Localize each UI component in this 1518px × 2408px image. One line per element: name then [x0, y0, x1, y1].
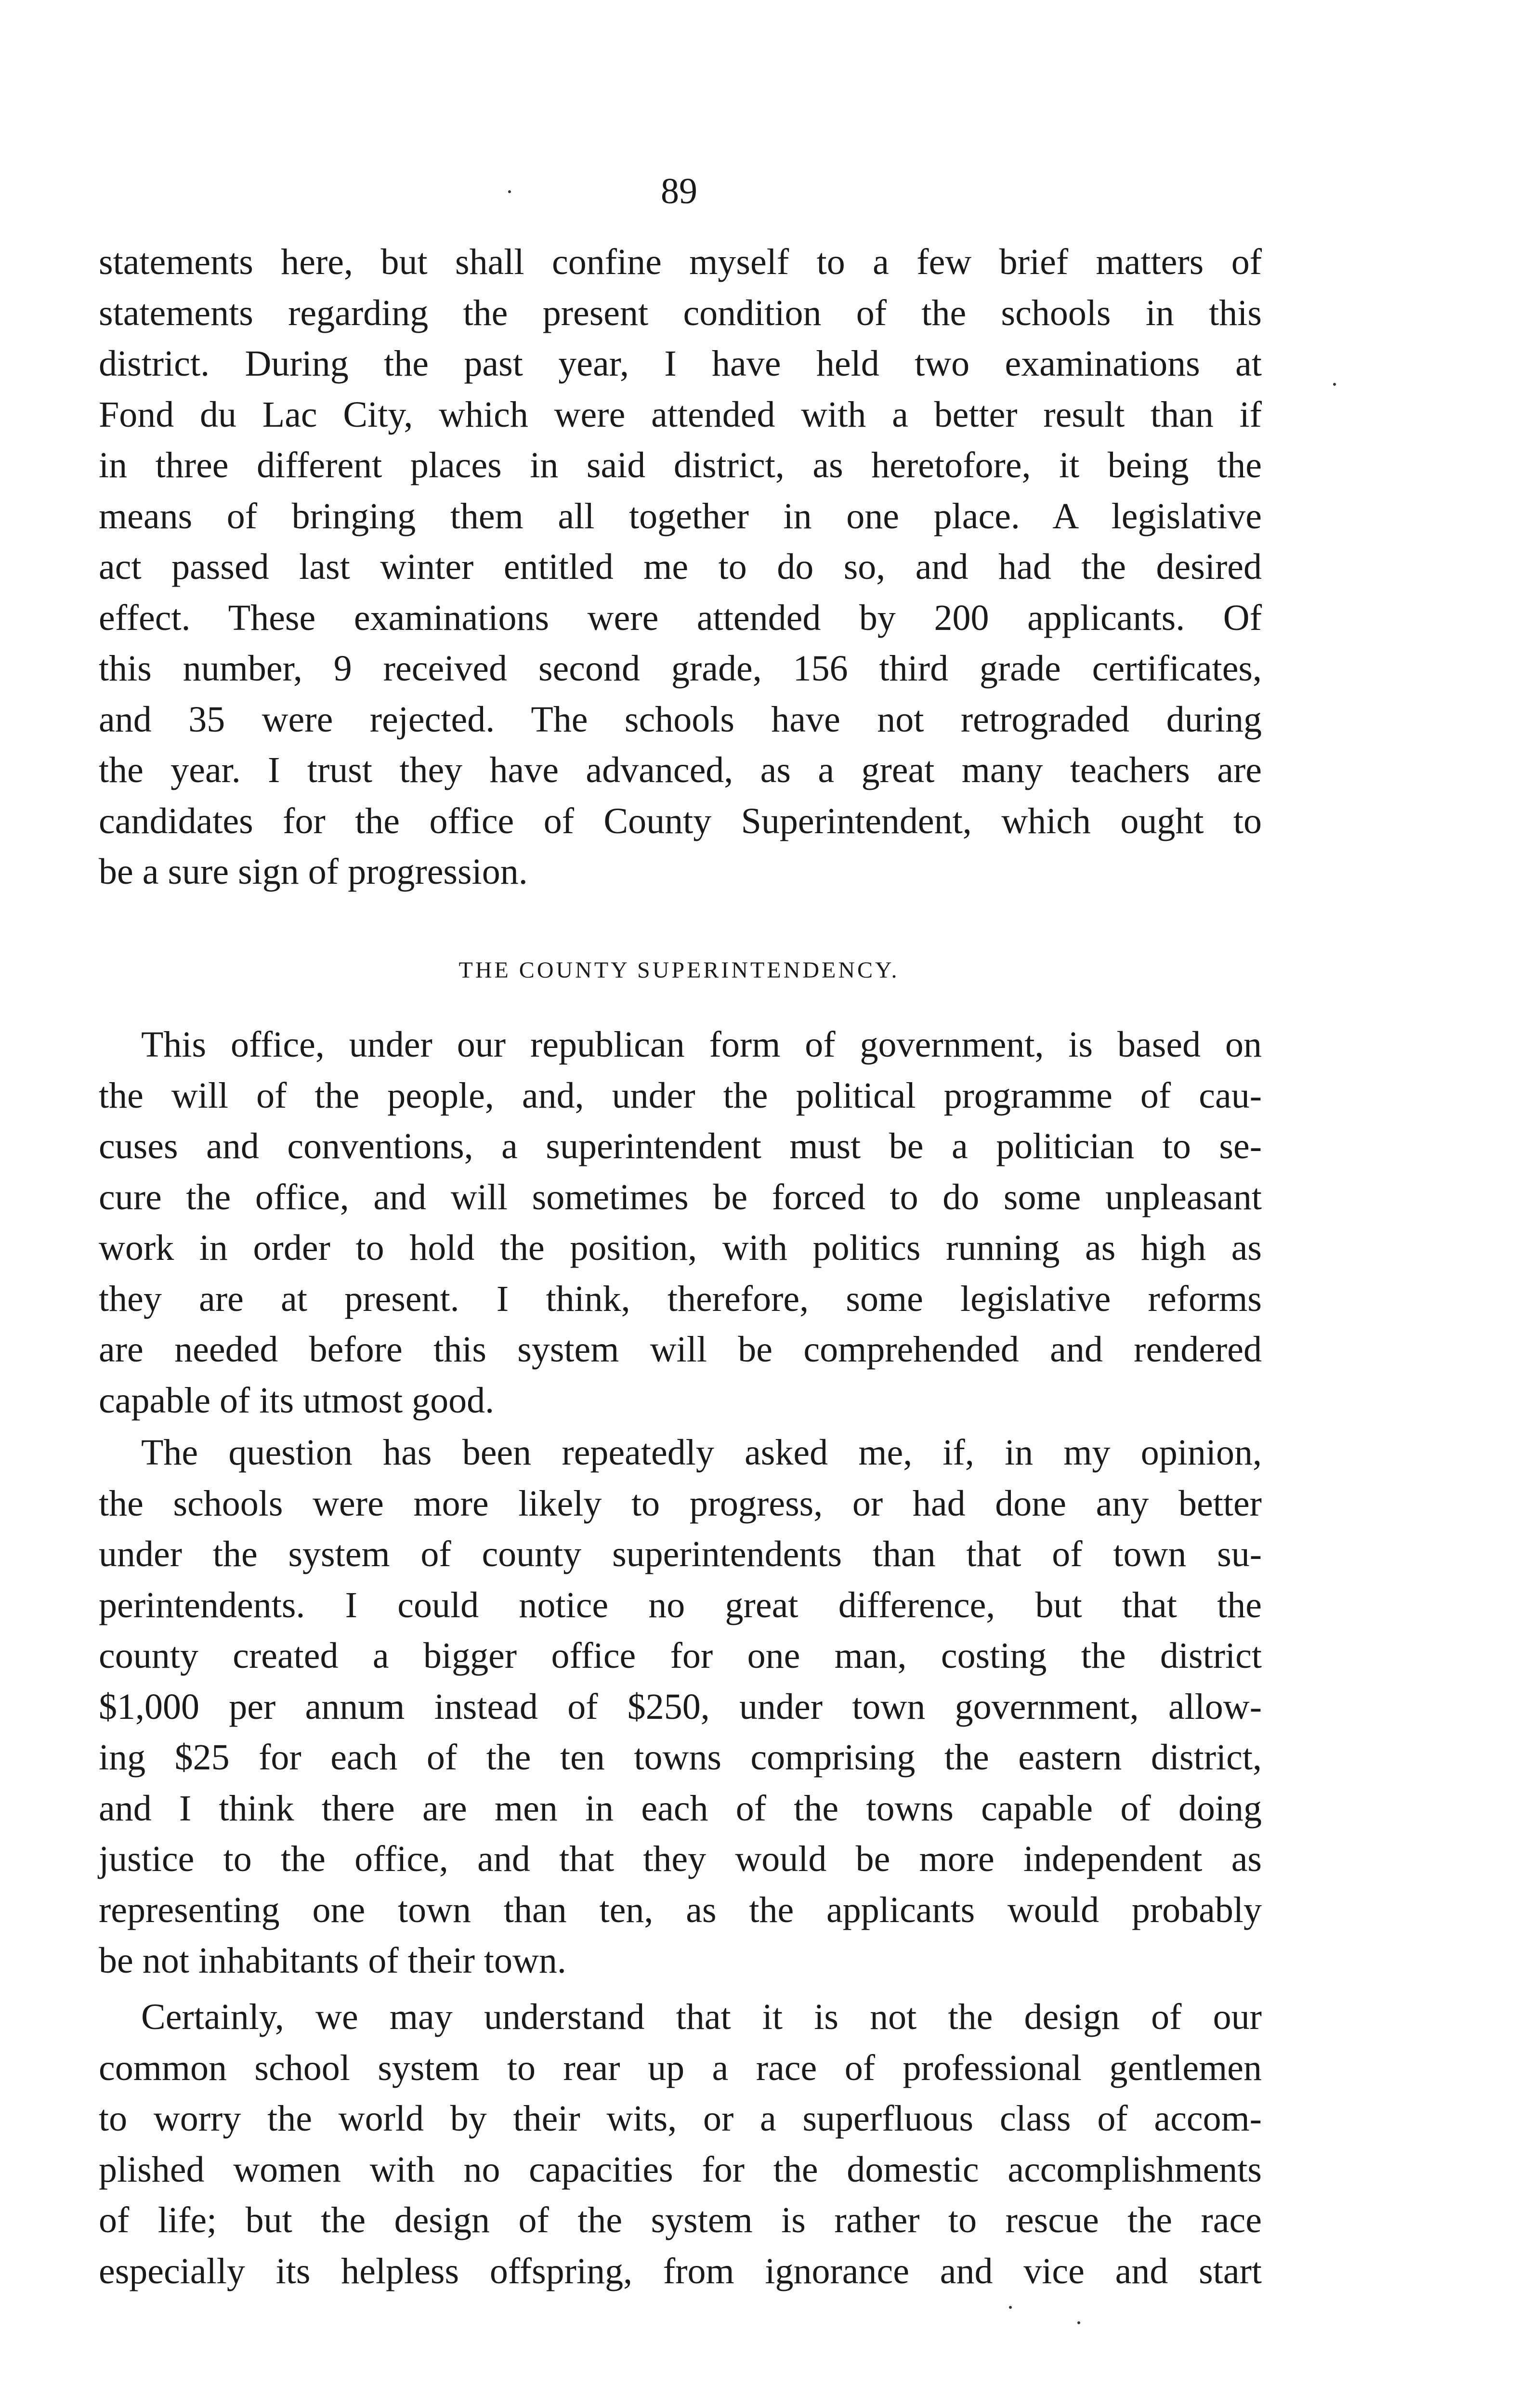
text-line: effect. These examinations were attended by 200 applicants. Of	[99, 597, 1262, 638]
text-line: be not inhabitants of their town.	[99, 1940, 566, 1981]
paragraph-3	[99, 1427, 1262, 1987]
text-line: cuses and conventions, a superintendent must be a politician to se-	[99, 1126, 1262, 1166]
text-line: $1,000 per annum instead of $250, under town government, allow-	[99, 1686, 1262, 1727]
text-line: perintendents. I could notice no great difference, but that the	[99, 1584, 1262, 1625]
text-line: and 35 were rejected. The schools have not retrograded during	[99, 699, 1262, 740]
text-line: The question has been repeatedly asked me, if, in my opinion,	[141, 1432, 1262, 1473]
paragraph-1	[99, 237, 1262, 898]
scan-speck	[508, 190, 511, 193]
text-line: the year. I trust they have advanced, as a great many teachers are	[99, 750, 1262, 790]
text-line: plished women with no capacities for the domestic accomplishments	[99, 2149, 1262, 2190]
text-line: are needed before this system will be comprehended and rendered	[99, 1329, 1262, 1370]
text-line: to worry the world by their wits, or a superfluous class of accom-	[99, 2098, 1262, 2139]
text-line: justice to the office, and that they would be more independent as	[99, 1839, 1262, 1879]
text-line: county created a bigger office for one man, costing the district	[99, 1636, 1262, 1676]
text-line: act passed last winter entitled me to do so, and had the desired	[99, 547, 1262, 587]
text-line: common school system to rear up a race of professional gentlemen	[99, 2047, 1262, 2088]
scan-speck	[1077, 2321, 1080, 2324]
text-line: this number, 9 received second grade, 156 third grade certificates,	[99, 648, 1262, 689]
text-line: in three different places in said district, as heretofore, it being the	[99, 445, 1262, 485]
text-line: the schools were more likely to progress, or had done any better	[99, 1483, 1262, 1524]
text-line: they are at present. I think, therefore, some legislative reforms	[99, 1278, 1262, 1319]
text-line: ing $25 for each of the ten towns comprising the eastern district,	[99, 1737, 1262, 1778]
text-line: This office, under our republican form of government, is based on	[141, 1024, 1262, 1065]
text-line: be a sure sign of progression.	[99, 851, 528, 892]
text-line: of life; but the design of the system is rather to rescue the race	[99, 2200, 1262, 2240]
text-line: capable of its utmost good.	[99, 1380, 495, 1421]
text-line: statements here, but shall confine myself to a few brief matters of	[99, 242, 1262, 282]
text-line: representing one town than ten, as the applicants would probably	[99, 1889, 1262, 1930]
text-line: cure the office, and will sometimes be forced to do some unpleasant	[99, 1177, 1262, 1217]
page-number: 89	[661, 171, 697, 211]
text-line: under the system of county superintendents than that of town su-	[99, 1534, 1262, 1574]
text-line: statements regarding the present condition of the schools in this	[99, 292, 1262, 333]
text-line: means of bringing them all together in one place. A legislative	[99, 496, 1262, 537]
text-line: the will of the people, and, under the political programme of cau-	[99, 1075, 1262, 1116]
scan-speck	[1333, 383, 1336, 386]
paragraph-2	[99, 1020, 1262, 1426]
text-line: district. During the past year, I have held two examinations at	[99, 343, 1262, 384]
text-line: candidates for the office of County Superintendent, which ought to	[99, 800, 1262, 841]
text-line: Certainly, we may understand that it is not the design of our	[141, 1997, 1262, 2037]
text-line: especially its helpless offspring, from ignorance and vice and start	[99, 2251, 1262, 2291]
scan-speck	[1009, 2306, 1012, 2309]
section-heading: THE COUNTY SUPERINTENDENCY.	[458, 957, 900, 983]
text-line: work in order to hold the position, with politics running as high as	[99, 1228, 1262, 1268]
text-line: Fond du Lac City, which were attended with a better result than if	[99, 394, 1262, 435]
paragraph-4	[99, 1992, 1262, 2297]
text-line: and I think there are men in each of the towns capable of doing	[99, 1788, 1262, 1829]
